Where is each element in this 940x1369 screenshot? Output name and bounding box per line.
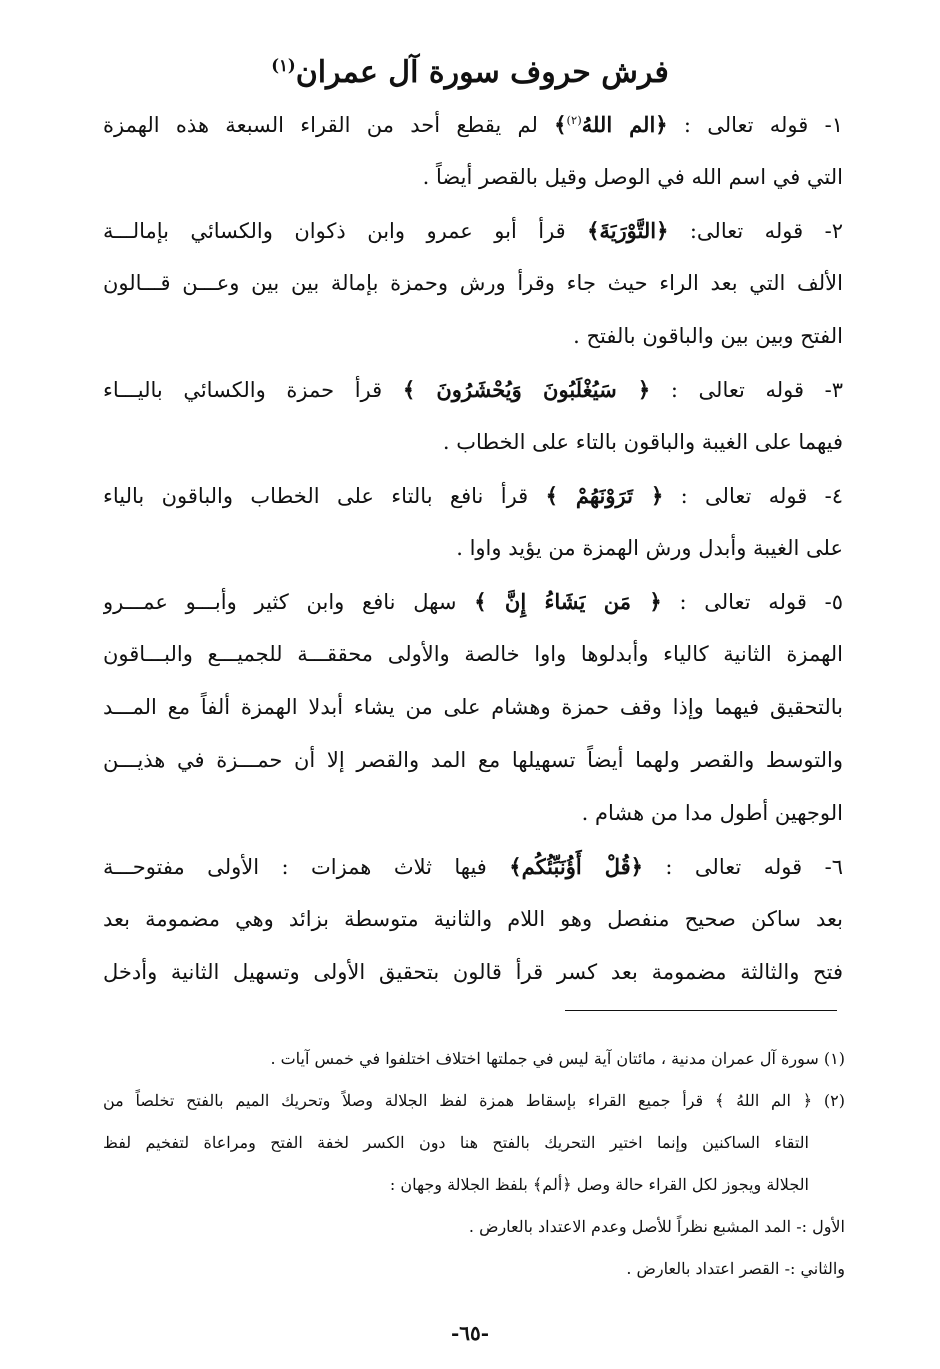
text-line	[103, 151, 843, 204]
text-line	[103, 840, 843, 893]
text-segment: بعد ساكن صحيح منفصل وهو اللام والثانية متوسطة بزائد وهي مضمومة بعد	[103, 907, 843, 931]
text-line	[103, 787, 843, 840]
text-segment: فتح والثالثة مضمومة بعد كسر قرأ قالون بتحقيق الأولى وتسهيل الثانية وأدخل	[103, 960, 843, 984]
text-segment: والتوسط والقصر ولهما أيضاً تسهيلها مع المد والقصر إلا أن حمـــزة في هذيـــن	[103, 748, 843, 772]
quran-quote: ﴿الم اللهُ	[581, 112, 668, 137]
footnote-line: والثاني :- القصر اعتداد بالعارض .	[626, 1259, 845, 1278]
quran-quote: ﴿التَّوْرَيَةَ﴾	[587, 218, 669, 243]
text-line	[103, 363, 843, 416]
text-segment: قرأ حمزة والكسائي باليـــاء	[103, 378, 403, 402]
quran-quote: ﴿ مَن يَشَاءُ إِنَّ ﴾	[474, 589, 662, 614]
text-segment: الألف التي بعد الراء حيث جاء وقرأ ورش وحمزة بإمالة بين بين وعـــن قـــالون	[103, 271, 843, 295]
text-segment: ٣- قوله تعالى :	[650, 378, 843, 402]
footnote-ref: (٢)	[566, 113, 582, 127]
text-line	[103, 257, 843, 310]
page-number: -٦٥-	[450, 1321, 490, 1345]
chapter-title	[0, 48, 940, 98]
footnote-line: الجلالة ويجوز لكل القراء حالة وصل ﴿ألم﴾ بلفظ الجلالة وجهان :	[389, 1175, 809, 1194]
footnote-separator	[565, 1010, 837, 1011]
text-line	[103, 204, 843, 257]
text-line	[103, 628, 843, 681]
text-line	[103, 946, 843, 999]
text-segment: الهمزة الثانية كالياء وأبدلوها واوا خالصة والأولى محققـــة للجميـــع والبـــاقون	[103, 642, 843, 666]
text-segment: ٦- قوله تعالى :	[642, 855, 843, 879]
text-segment: ٢- قوله تعالى:	[668, 219, 843, 243]
text-segment: بالتحقيق فيهما وإذا وقف حمزة وهشام على من يشاء أبدلا الهمزة ألفاً مع المـــد	[103, 695, 843, 719]
text-line	[103, 522, 843, 575]
text-segment: قرأ نافع بالتاء على الخطاب والباقون بالياء	[103, 484, 546, 508]
footnote-line: الأول :- المد المشبع نظراً للأصل وعدم الاعتداد بالعارض .	[468, 1217, 845, 1236]
footnotes	[103, 1038, 845, 1290]
main-text	[103, 98, 843, 999]
text-segment: الوجهين أطول مدا من هشام .	[581, 801, 843, 825]
quran-quote: ﴿قُلْ أَؤُنَبِّئُكُم﴾	[509, 854, 643, 879]
text-line	[103, 893, 843, 946]
text-segment: ١- قوله تعالى :	[667, 113, 843, 137]
text-segment: ٤- قوله تعالى :	[663, 484, 843, 508]
chapter-title-text: فرش حروف سورة آل عمران	[295, 55, 669, 90]
text-segment: قرأ أبو عمرو وابن ذكوان والكسائي بإمالـــة	[103, 219, 588, 243]
text-segment: التي في اسم الله في الوصل وقيل بالقصر أيضاً .	[422, 165, 843, 189]
text-line	[103, 469, 843, 522]
text-segment: فيها ثلاث همزات : الأولى مفتوحـــة	[103, 855, 510, 879]
text-line	[103, 575, 843, 628]
text-segment: سهل نافع وابن كثير وأبـــو عمـــرو	[103, 590, 475, 614]
text-line	[103, 310, 843, 363]
text-segment: فيهما على الغيبة والباقون بالتاء على الخطاب .	[442, 430, 843, 454]
footnote-line: (١) سورة آل عمران مدنية ، مائتان آية ليس في جملتها اختلاف اختلفوا في خمس آيات .	[270, 1049, 845, 1068]
quran-quote: ﴿ تَرَوْنَهُمْ ﴾	[545, 483, 664, 508]
footnote-line: التقاء الساكنين وإنما اختير التحريك بالفتح هنا دون الكسر لخفة الفتح ومراعاة لتفخيم لفظ	[103, 1133, 809, 1152]
footnote-line: (٢) ﴿ الم اللهُ ﴾ قرأ جميع القراء بإسقاط همزة لفظ الجلالة وصلاً وتحريك الميم بالفتح تخلصاً من	[103, 1091, 845, 1110]
text-segment: الفتح وبين بين والباقون بالفتح .	[573, 324, 843, 348]
text-segment: على الغيبة وأبدل ورش الهمزة من يؤيد واوا .	[456, 536, 843, 560]
text-line	[103, 681, 843, 734]
text-line	[103, 98, 843, 151]
text-line	[103, 734, 843, 787]
title-footnote-ref: (١)	[271, 56, 296, 75]
text-line	[103, 416, 843, 469]
text-segment: لم يقطع أحد من القراء السبعة هذه الهمزة	[103, 113, 555, 137]
text-segment: ٥- قوله تعالى :	[661, 590, 843, 614]
quran-quote: ﴾	[554, 112, 567, 137]
quran-quote: ﴿ سَيُغْلَبُونَ وَيُحْشَرُونَ ﴾	[402, 377, 651, 402]
